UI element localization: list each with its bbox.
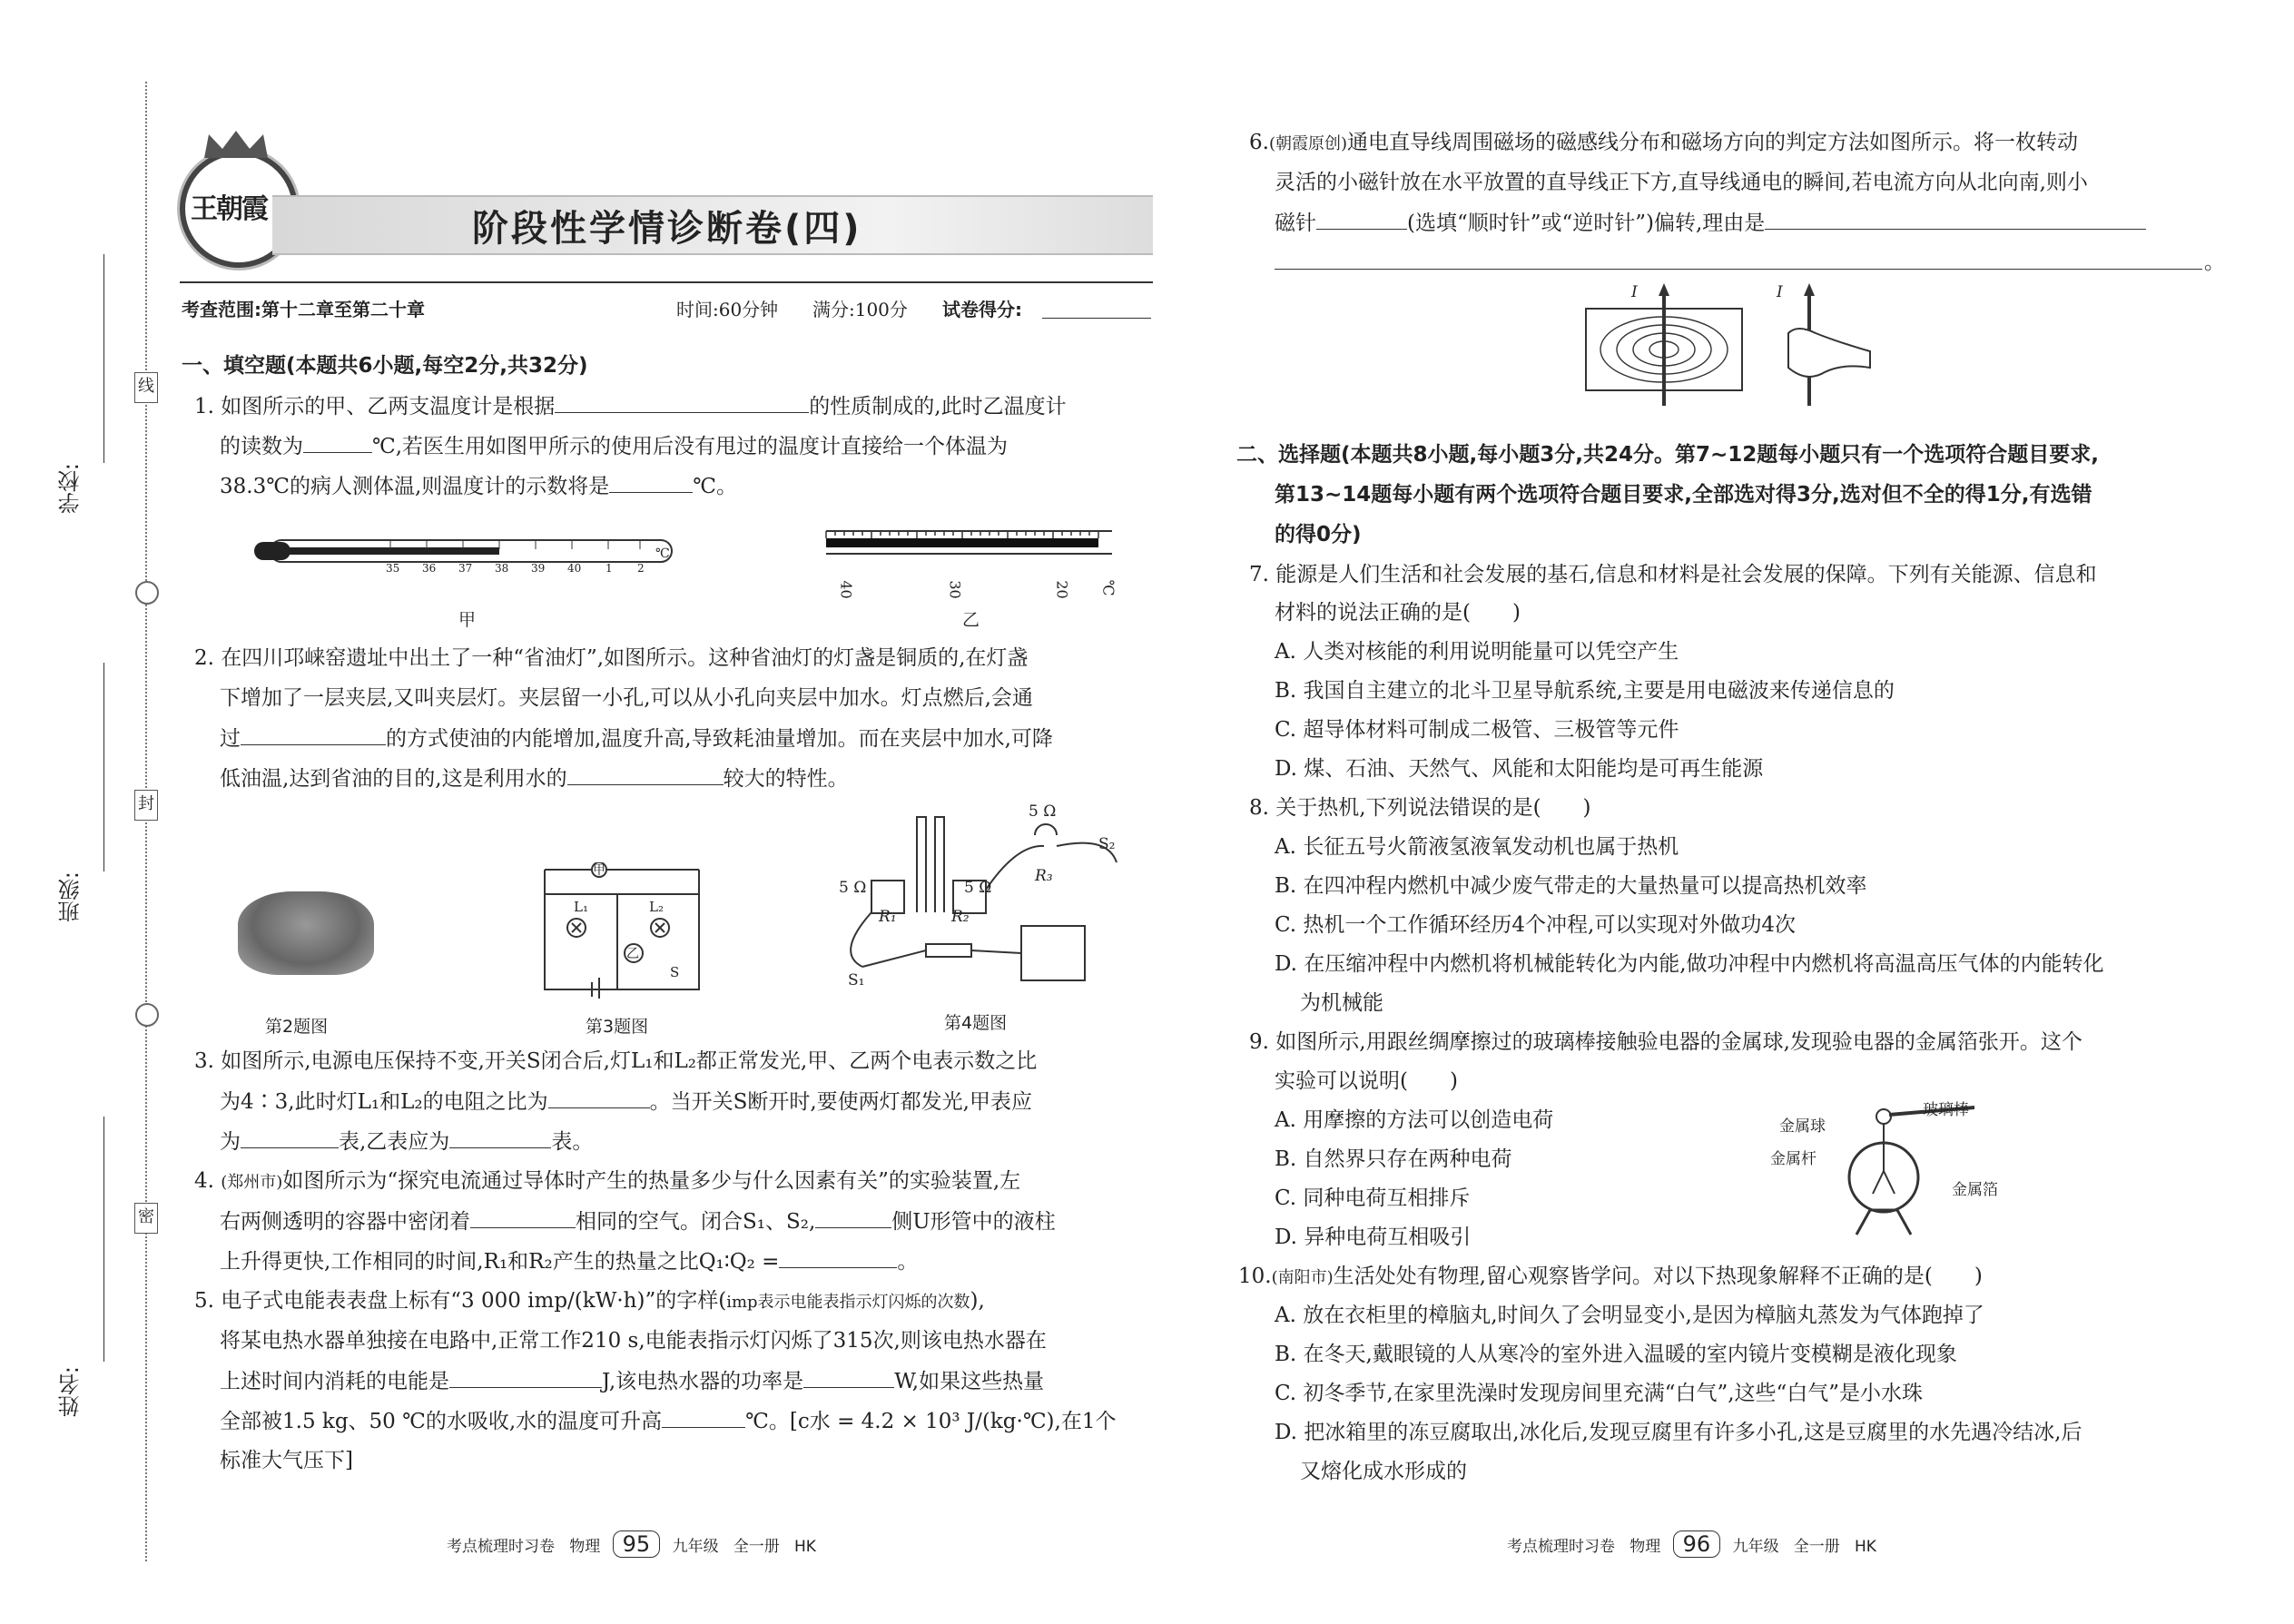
q9-option-a[interactable]: A. 用摩擦的方法可以创造电荷 (1275, 1108, 1554, 1132)
q3-blank2[interactable] (241, 1127, 339, 1148)
current-label: I (1631, 283, 1638, 301)
thermometer-a-figure (254, 531, 690, 586)
q3-line1: 3. 如图所示,电源电压保持不变,开关S闭合后,灯L₁和L₂都正常发光,甲、乙两个电表示数之比 (194, 1049, 1038, 1073)
thermo-a-tick: 40 (567, 562, 582, 575)
q4-text: 右两侧透明的容器中密闭着 (220, 1210, 470, 1234)
thermo-b-label: 乙 (962, 610, 980, 630)
q6-text: 通电直导线周围磁场的磁感线分布和磁场方向的判定方法如图所示。将一枚转动 (1347, 131, 2078, 154)
footer-edition: HK (794, 1538, 816, 1556)
q8-option-a[interactable]: A. 长征五号火箭液氢液氧发动机也属于热机 (1275, 835, 1679, 859)
school-label: 学校: (58, 463, 84, 515)
q2-blank1[interactable] (241, 724, 386, 745)
q1-text: ℃,若医生用如图甲所示的使用后没有甩过的温度计直接给一个体温为 (372, 435, 1009, 458)
q2-text: 较大的特性。 (723, 767, 849, 791)
fig3-label-yi: 乙 (626, 947, 639, 961)
thermo-a-tick: 39 (531, 562, 546, 575)
q6-tag: (朝霞原创) (1268, 134, 1347, 153)
q10-option-d-cont: 又熔化成水形成的 (1300, 1460, 1467, 1483)
q4-line1 (194, 1167, 1020, 1196)
q5-line5: 标准大气压下] (220, 1449, 353, 1472)
q9-option-b[interactable]: B. 自然界只存在两种电荷 (1275, 1147, 1512, 1171)
fig3-label-jia: 甲 (593, 863, 605, 878)
q6-answer-line[interactable] (1275, 269, 2202, 270)
q8-option-d-cont: 为机械能 (1300, 991, 1383, 1015)
q2-line4 (220, 764, 849, 792)
q10-option-b[interactable]: B. 在冬天,戴眼镜的人从寒冷的室外进入温暖的室内镜片变模糊是液化现象 (1275, 1343, 1957, 1366)
q4-line2 (220, 1207, 1056, 1235)
q3-text: 为 (220, 1130, 241, 1154)
q3-text: 表。 (551, 1130, 594, 1154)
q5-blank3[interactable] (662, 1407, 745, 1428)
school-line (103, 254, 104, 463)
thermo-a-tick: 37 (458, 562, 473, 575)
q9-line1: 9. 如图所示,用跟丝绸摩擦过的玻璃棒接触验电器的金属球,发现验电器的金属箔张开。这个 (1249, 1030, 2082, 1054)
q2-line1: 2. 在四川邛崃窑遗址中出土了一种“省油灯”,如图所示。这种省油灯的灯盏是铜质的,在灯盏 (194, 646, 1029, 670)
name-label: 姓名: (58, 1366, 84, 1418)
thermo-a-tick: 36 (422, 562, 437, 575)
q9-option-d[interactable]: D. 异种电荷互相吸引 (1275, 1225, 1472, 1249)
time-text: 时间:60分钟 (676, 299, 779, 320)
thermo-a-tick: 35 (386, 562, 400, 575)
q1-text: 的性质制成的,此时乙温度计 (809, 395, 1067, 418)
footer-series: 考点梳理时习卷 (447, 1538, 555, 1556)
q4-blank3[interactable] (779, 1247, 897, 1268)
electroscope-figure (1829, 1103, 1993, 1239)
thermo-b-tick: 30 (946, 580, 964, 599)
q7-option-b[interactable]: B. 我国自主建立的北斗卫星导航系统,主要是用电磁波来传递信息的 (1275, 679, 1895, 703)
q4-tag: (郑州市) (221, 1173, 283, 1192)
name-line (103, 1117, 104, 1362)
q7-line2: 材料的说法正确的是( ) (1275, 601, 1521, 625)
footer-right (1507, 1530, 1876, 1558)
q6-text: 磁针 (1275, 212, 1316, 235)
q1-line1 (194, 392, 1067, 420)
fig2-caption: 第2题图 (265, 1017, 329, 1037)
q10-tag: (南阳市) (1271, 1268, 1334, 1287)
q2-text: 的方式使油的内能增加,温度升高,导致耗油量增加。而在夹层中加水,可降 (386, 727, 1053, 751)
section1-heading: 一、填空题(本题共6小题,每空2分,共32分) (182, 354, 588, 378)
scope-text: 考查范围:第十二章至第二十章 (182, 299, 425, 320)
logo-text: 王朝霞 (191, 193, 267, 225)
q1-line3 (220, 472, 737, 500)
q2-line3 (220, 724, 1053, 753)
fig4-label-r1: 5 Ω (839, 879, 867, 897)
q5-line2: 将某电热水器单独接在电路中,正常工作210 s,电能表指示灯闪烁了315次,则该电热水器在 (220, 1329, 1047, 1353)
q1-text: ℃。 (693, 475, 737, 498)
thermo-b-unit: ℃ (1099, 579, 1117, 596)
fig4-label-R3: R₃ (1035, 867, 1053, 885)
fig4-label-S1: S₁ (848, 971, 865, 989)
joule-heat-apparatus (835, 808, 1144, 999)
crown-icon (200, 127, 272, 160)
oil-lamp-photo (238, 891, 374, 975)
section2-heading-3: 的得0分) (1275, 523, 1362, 546)
q10-text: 生活处处有物理,留心观察皆学问。对以下热现象解释不正确的是( ) (1333, 1265, 1983, 1288)
footer-edition: HK (1855, 1538, 1876, 1556)
q6-blank1[interactable] (1316, 209, 1407, 230)
q6-line2: 灵活的小磁针放在水平放置的直导线正下方,直导线通电的瞬间,若电流方向从北向南,则小 (1275, 171, 2088, 194)
q5-text: 全部被1.5 kg、50 ℃的水吸收,水的温度可升高 (220, 1410, 663, 1433)
q1-line2 (220, 432, 1008, 460)
q4-blank1[interactable] (470, 1207, 576, 1228)
q5-text: J,该电热水器的功率是 (602, 1370, 804, 1393)
q4-line3 (220, 1247, 918, 1275)
q3-text: 表,乙表应为 (339, 1130, 450, 1154)
q3-line2 (220, 1088, 1032, 1116)
binding-mark-mi: 密 (134, 1203, 158, 1234)
q1-blank1[interactable] (555, 392, 809, 413)
footer-volume: 全一册 (1793, 1538, 1840, 1556)
q4-text: 相同的空气。闭合S₁、S₂, (576, 1210, 816, 1234)
q7-option-c[interactable]: C. 超导体材料可制成二极管、三极管等元件 (1275, 718, 1679, 742)
q5-text: W,如果这些热量 (894, 1370, 1045, 1393)
title-rule (180, 281, 1153, 283)
section2-heading-2: 第13~14题每小题有两个选项符合题目要求,全部选对得3分,选对但不全的得1分,有选错 (1275, 483, 2092, 507)
footer-series: 考点梳理时习卷 (1507, 1538, 1615, 1556)
score-label: 试卷得分: (942, 299, 1022, 320)
fig4-label-S2: S₂ (1098, 835, 1116, 853)
footer-subject: 物理 (1629, 1538, 1661, 1556)
q6-number: 6. (1249, 131, 1269, 154)
q4-number: 4. (194, 1169, 214, 1193)
q2-text: 低油温,达到省油的目的,这是利用水的 (220, 767, 567, 791)
footer-subject: 物理 (569, 1538, 601, 1556)
q3-text: 。当开关S断开时,要使两灯都发光,甲表应 (649, 1090, 1032, 1114)
thermo-b-tick: 20 (1053, 580, 1071, 599)
q5-line3 (220, 1367, 1044, 1395)
q10-number: 10. (1238, 1265, 1272, 1288)
q4-text: 。 (897, 1250, 919, 1274)
q4-text: 侧U形管中的液柱 (891, 1210, 1056, 1234)
electroscope-label-stem: 金属杆 (1770, 1150, 1816, 1168)
q8-line1: 8. 关于热机,下列说法错误的是( ) (1249, 796, 1591, 820)
q3-text: 为4∶3,此时灯L₁和L₂的电阻之比为 (220, 1090, 548, 1114)
q7-line1: 7. 能源是人们生活和社会发展的基石,信息和材料是社会发展的保障。下列有关能源、信息和 (1249, 563, 2097, 586)
q6-text: (选填“顺时针”或“逆时针”)偏转,理由是 (1407, 212, 1766, 235)
q7-option-a[interactable]: A. 人类对核能的利用说明能量可以凭空产生 (1275, 640, 1679, 664)
flower-icon (135, 1003, 159, 1027)
q1-text: 1. 如图所示的甲、乙两支温度计是根据 (194, 395, 556, 418)
q1-text: 的读数为 (220, 435, 303, 458)
q6-end: 。 (2204, 251, 2225, 274)
thermo-b-tick: 40 (837, 580, 855, 599)
q3-blank3[interactable] (449, 1127, 551, 1148)
q5-text: ℃。[c水 = 4.2 × 10³ J/(kg·℃),在1个 (745, 1410, 1117, 1433)
q10-option-d[interactable]: D. 把冰箱里的冻豆腐取出,冰化后,发现豆腐里有许多小孔,这是豆腐里的水先遇冷结冰,后 (1275, 1421, 2082, 1444)
page-title: 阶段性学情诊断卷(四) (472, 208, 862, 250)
class-line (103, 663, 104, 871)
q5-note: imp表示电能表指示灯闪烁的次数 (726, 1293, 970, 1312)
q3-blank1[interactable] (548, 1088, 650, 1108)
page-number: 96 (1673, 1530, 1721, 1558)
q4-blank2[interactable] (815, 1207, 891, 1228)
q9-option-c[interactable]: C. 同种电荷互相排斥 (1275, 1186, 1471, 1210)
q5-line4 (220, 1407, 1116, 1435)
q10-option-a[interactable]: A. 放在衣柜里的樟脑丸,时间久了会明显变小,是因为樟脑丸蒸发为气体跑掉了 (1275, 1304, 1984, 1327)
q6-line3 (1275, 209, 2146, 237)
current-label: I (1777, 283, 1783, 301)
q5-blank2[interactable] (803, 1367, 894, 1388)
q1-blank3[interactable] (609, 472, 693, 493)
q5-text: 上述时间内消耗的电能是 (220, 1370, 449, 1393)
fig4-caption: 第4题图 (944, 1013, 1008, 1033)
footer-grade: 九年级 (1732, 1538, 1779, 1556)
q10-option-c[interactable]: C. 初冬季节,在家里洗澡时发现房间里充满“白气”,这些“白气”是小水珠 (1275, 1382, 1924, 1405)
flower-icon (135, 581, 159, 605)
q5-line1 (194, 1287, 985, 1316)
q2-blank2[interactable] (567, 764, 724, 785)
q9-line2: 实验可以说明( ) (1275, 1069, 1458, 1093)
thermo-a-unit: ℃ (655, 546, 670, 561)
binding-mark-feng: 封 (134, 790, 158, 821)
fig4-label-R2: R₂ (951, 908, 970, 926)
footer-left (447, 1530, 816, 1558)
q5-text: 5. 电子式电能表表盘上标有“3 000 imp/(kW·h)”的字样( (194, 1289, 727, 1313)
dotted-binding-line (145, 82, 147, 1561)
q4-text: 如图所示为“探究电流通过导体时产生的热量多少与什么因素有关”的实验装置,左 (282, 1169, 1021, 1193)
thermo-a-tick: 1 (605, 562, 613, 575)
thermometer-b-figure (822, 522, 1121, 576)
fig3-label-l1: L₁ (574, 899, 588, 915)
class-label: 班级: (58, 871, 84, 923)
q8-option-c[interactable]: C. 热机一个工作循环经历4个冲程,可以实现对外做功4次 (1275, 913, 1796, 937)
q10-line1 (1238, 1263, 1983, 1292)
full-score-text: 满分:100分 (812, 299, 908, 320)
electroscope-label-rod: 玻璃棒 (1923, 1101, 1969, 1119)
fig3-label-l2: L₂ (649, 899, 664, 915)
fig3-label-s: S (670, 964, 680, 980)
magnetic-field-figure (1584, 283, 1875, 410)
q3-line3 (220, 1127, 593, 1156)
q8-option-d[interactable]: D. 在压缩冲程中内燃机将机械能转化为内能,做功冲程中内燃机将高温高压气体的内能转化 (1275, 952, 2104, 976)
fig3-caption: 第3题图 (586, 1017, 649, 1037)
q1-blank2[interactable] (303, 432, 372, 453)
q1-text: 38.3℃的病人测体温,则温度计的示数将是 (220, 475, 610, 498)
binding-mark-xian: 线 (134, 372, 158, 403)
q5-blank1[interactable] (449, 1367, 602, 1388)
circuit-fig3 (536, 862, 717, 999)
footer-volume: 全一册 (733, 1538, 780, 1556)
electroscope-label-foil: 金属箔 (1952, 1181, 1998, 1199)
q8-option-b[interactable]: B. 在四冲程内燃机中减少废气带走的大量热量可以提高热机效率 (1275, 874, 1867, 898)
fig4-label-R1: R₁ (879, 908, 897, 926)
score-input[interactable] (1042, 318, 1151, 319)
thermo-a-tick: 38 (495, 562, 509, 575)
section2-heading-1: 二、选择题(本题共8小题,每小题3分,共24分。第7~12题每小题只有一个选项符合题目要求, (1236, 443, 2100, 467)
electroscope-label-ball: 金属球 (1779, 1117, 1826, 1136)
q4-text: 上升得更快,工作相同的时间,R₁和R₂产生的热量之比Q₁∶Q₂ = (220, 1250, 780, 1274)
fig4-label-r2: 5 Ω (964, 879, 992, 897)
q5-text: ), (970, 1289, 985, 1313)
q6-line1 (1249, 129, 2078, 158)
footer-grade: 九年级 (672, 1538, 719, 1556)
thermo-a-tick: 2 (637, 562, 645, 575)
page-number: 95 (613, 1530, 661, 1558)
thermo-a-label: 甲 (458, 610, 477, 630)
q6-blank2[interactable] (1765, 209, 2146, 230)
fig4-label-r3: 5 Ω (1029, 802, 1057, 821)
q7-option-d[interactable]: D. 煤、石油、天然气、风能和太阳能均是可再生能源 (1275, 757, 1764, 781)
q2-line2: 下增加了一层夹层,又叫夹层灯。夹层留一小孔,可以从小孔向夹层中加水。灯点燃后,会通 (220, 686, 1033, 710)
q2-text: 过 (220, 727, 241, 751)
